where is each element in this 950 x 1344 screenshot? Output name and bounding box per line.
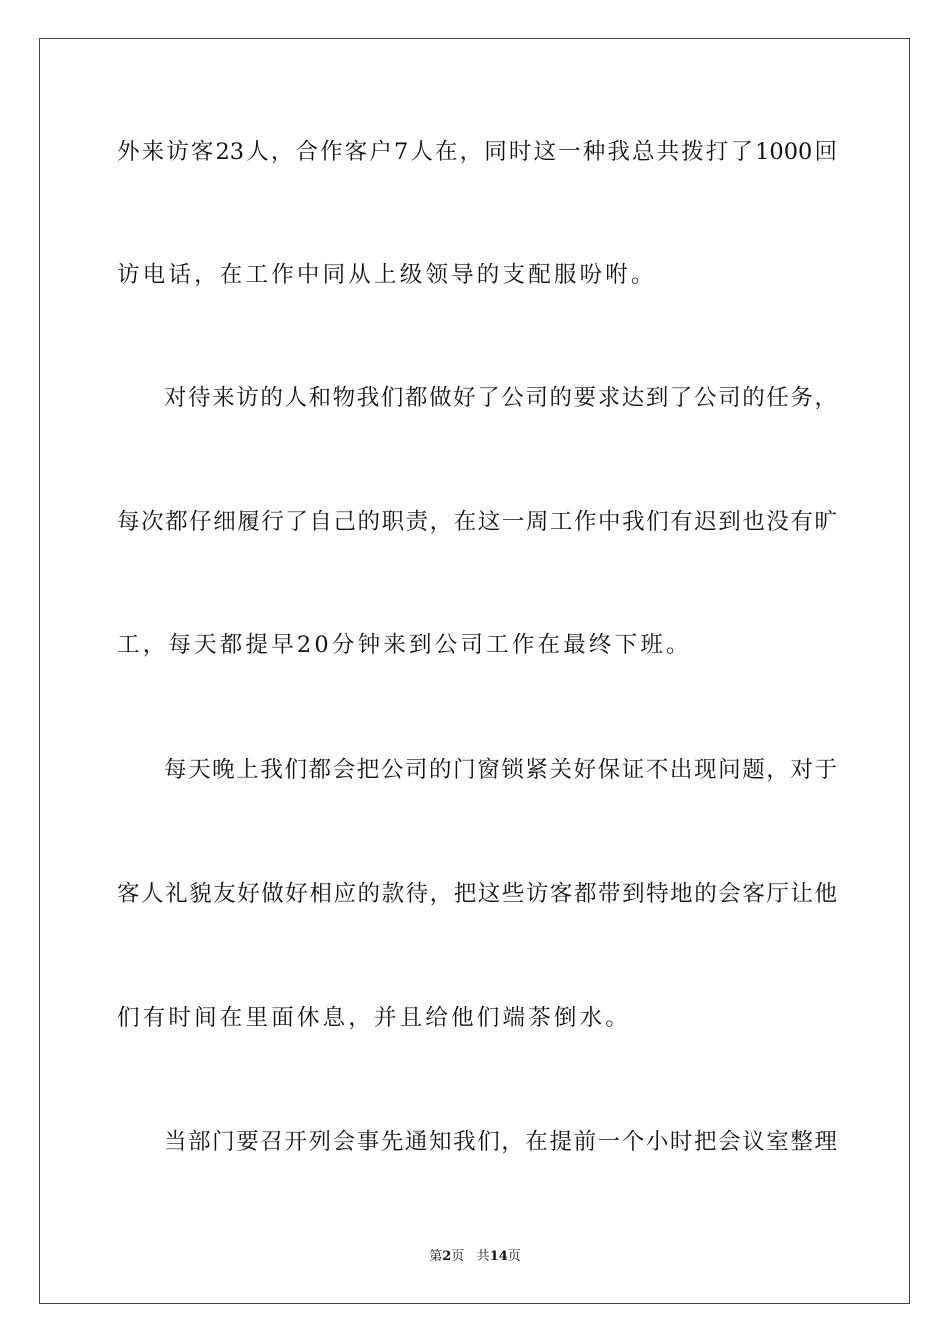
text-line: 们有时间在里面休息，并且给他们端茶倒水。 xyxy=(117,1005,632,1031)
page-footer xyxy=(0,1249,950,1265)
text-line: 对待来访的人和物我们都做好了公司的要求达到了公司的任务， xyxy=(164,385,837,411)
text-line: 每次都仔细履行了自己的职责，在这一周工作中我们有迟到也没有旷 xyxy=(117,509,837,535)
page-suffix: 页 xyxy=(451,1249,465,1264)
page-number: 2 xyxy=(442,1249,452,1264)
text-line: 当部门要召开列会事先通知我们，在提前一个小时把会议室整理 xyxy=(164,1129,837,1155)
text-line: 客人礼貌友好做好相应的款待，把这些访客都带到特地的会客厅让他 xyxy=(117,881,837,907)
total-prefix: 共 xyxy=(476,1249,490,1264)
text-line: 工，每天都提早20分钟来到公司工作在最终下班。 xyxy=(117,632,692,658)
page-prefix: 第 xyxy=(429,1249,443,1264)
total-suffix: 页 xyxy=(507,1249,521,1264)
total-pages: 14 xyxy=(489,1249,508,1264)
text-line: 外来访客23人，合作客户7人在，同时这一种我总共拨打了1000回 xyxy=(117,139,837,165)
page-border xyxy=(39,38,910,1304)
text-line: 每天晚上我们都会把公司的门窗锁紧关好保证不出现问题，对于 xyxy=(164,757,837,783)
text-line: 访电话，在工作中同从上级领导的支配服吩咐。 xyxy=(117,262,657,288)
